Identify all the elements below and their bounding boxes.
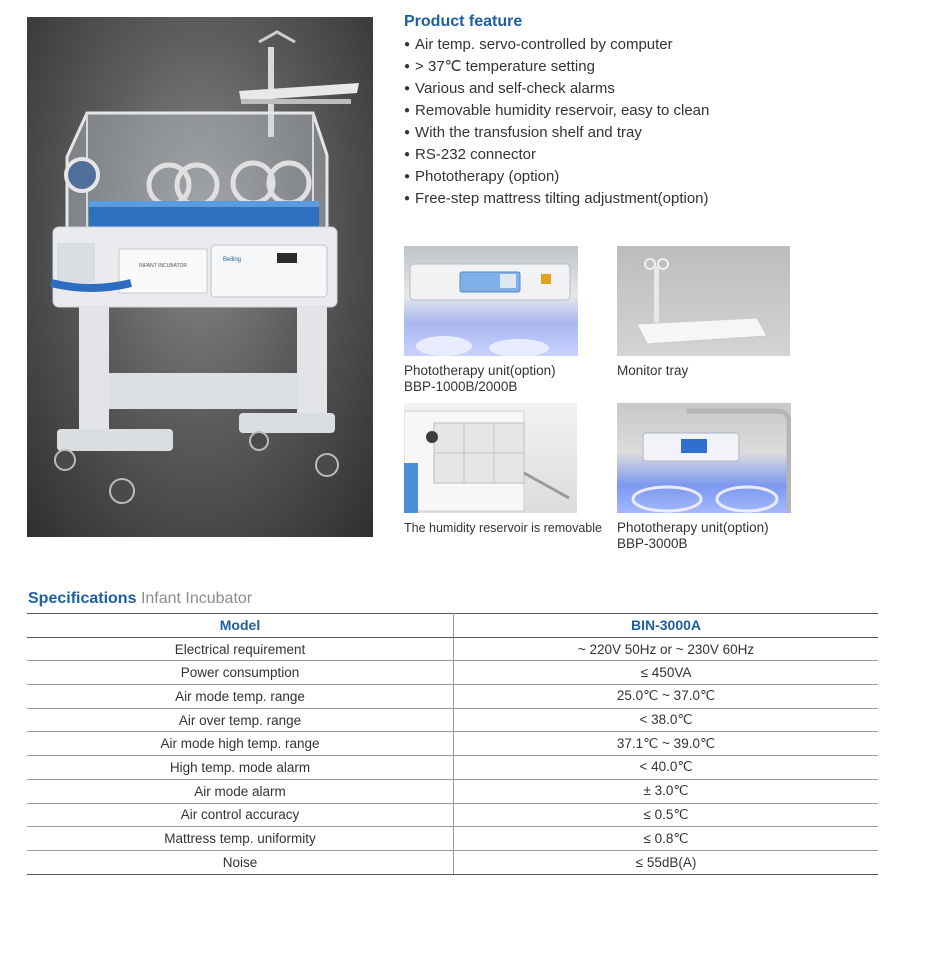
spec-label: Air mode alarm [27, 779, 454, 803]
spec-value: 25.0℃ ~ 37.0℃ [454, 685, 879, 709]
caption-line: BBP-3000B [617, 536, 688, 551]
spec-label: Noise [27, 850, 454, 874]
caption-line: Monitor tray [617, 363, 689, 378]
spec-label: Air over temp. range [27, 708, 454, 732]
spec-label: Electrical requirement [27, 637, 454, 661]
table-row [27, 708, 878, 732]
feature-item: ● Various and self-check alarms [404, 79, 709, 101]
spec-label: Power consumption [27, 661, 454, 685]
humidity-reservoir-caption [404, 520, 602, 536]
table-row [27, 637, 878, 661]
spec-label: Air mode temp. range [27, 685, 454, 709]
feature-item: ● With the transfusion shelf and tray [404, 123, 709, 145]
brand-label: Beiling [223, 257, 242, 263]
spec-value: ≤ 450VA [454, 661, 879, 685]
caption-line: Phototherapy unit(option) [617, 520, 769, 535]
specifications-subtitle: Infant Incubator [140, 590, 253, 607]
caption-line: BBP-1000B/2000B [404, 379, 518, 394]
table-row [27, 827, 878, 851]
feature-item: ● Free-step mattress tilting adjustment(option) [404, 189, 709, 211]
caption-line: The humidity reservoir is removable [404, 521, 602, 535]
monitor-tray-photo [617, 246, 790, 356]
feature-item: ● Phototherapy (option) [404, 167, 709, 189]
spec-value: ≤ 0.5℃ [454, 803, 879, 827]
product-feature-title: Product feature [404, 13, 523, 30]
spec-value: ~ 220V 50Hz or ~ 230V 60Hz [454, 637, 879, 661]
humidity-reservoir-photo [404, 403, 577, 513]
spec-value: ≤ 0.8℃ [454, 827, 879, 851]
feature-item: ● Removable humidity reservoir, easy to clean [404, 101, 709, 123]
incubator-product-photo [27, 17, 373, 537]
table-row [27, 803, 878, 827]
spec-value: ≤ 55dB(A) [454, 850, 879, 874]
header-model-value: BIN-3000A [454, 614, 879, 638]
product-feature-list [404, 35, 709, 211]
spec-label: High temp. mode alarm [27, 756, 454, 780]
feature-item: ● RS-232 connector [404, 145, 709, 167]
feature-item: ● > 37℃ temperature setting [404, 57, 709, 79]
table-row [27, 779, 878, 803]
table-row [27, 661, 878, 685]
table-header-row [27, 614, 878, 638]
phototherapy-3000b-caption [617, 520, 769, 552]
table-row [27, 756, 878, 780]
specifications-title: Specifications [28, 590, 137, 607]
phototherapy-1000b-caption [404, 363, 556, 395]
table-row [27, 685, 878, 709]
spec-value: < 38.0℃ [454, 708, 879, 732]
incubator-illustration [27, 17, 373, 537]
specifications-heading [28, 590, 252, 608]
caption-line: Phototherapy unit(option) [404, 363, 556, 378]
spec-label: Mattress temp. uniformity [27, 827, 454, 851]
spec-label: Air mode high temp. range [27, 732, 454, 756]
phototherapy-unit-1000b-photo [404, 246, 578, 356]
phototherapy-unit-3000b-photo [617, 403, 791, 513]
monitor-tray-caption [617, 363, 688, 379]
spec-value: < 40.0℃ [454, 756, 879, 780]
specifications-table [27, 613, 878, 875]
spec-value: ± 3.0℃ [454, 779, 879, 803]
spec-label: Air control accuracy [27, 803, 454, 827]
spec-value: 37.1℃ ~ 39.0℃ [454, 732, 879, 756]
feature-item: ● Air temp. servo-controlled by computer [404, 35, 709, 57]
table-row [27, 732, 878, 756]
header-model-label: Model [27, 614, 454, 638]
incubator-label: INFANT INCUBATOR [138, 263, 188, 269]
table-row [27, 850, 878, 874]
